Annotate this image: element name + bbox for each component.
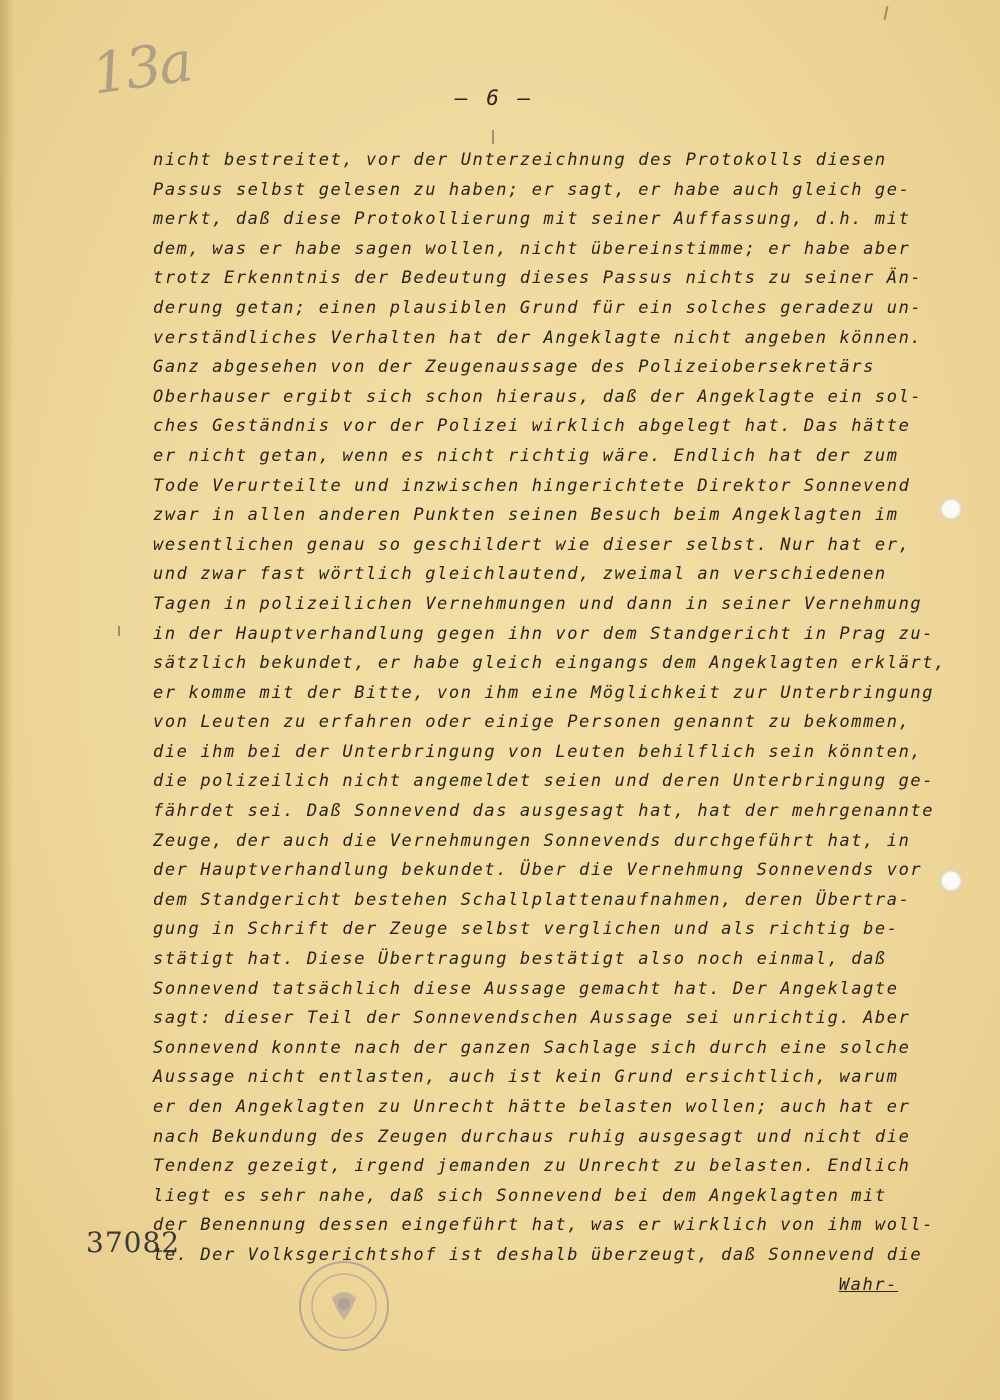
text-line: dem Standgericht bestehen Schallplattenaufnahmen, deren Übertra- [153,889,911,910]
archive-stamp [296,1258,392,1354]
text-line: er nicht getan, wenn es nicht richtig wäre. Endlich hat der zum [153,445,899,466]
text-line: nach Bekundung des Zeugen durchaus ruhig ausgesagt und nicht die [153,1126,911,1147]
text-line: dem, was er habe sagen wollen, nicht übereinstimme; er habe aber [153,238,911,259]
text-line: Tendenz gezeigt, irgend jemanden zu Unrecht zu belasten. Endlich [153,1156,911,1177]
text-line: sätzlich bekundet, er habe gleich eingangs dem Angeklagten erklärt, [153,653,946,674]
text-line: sagt: dieser Teil der Sonnevendschen Aussage sei unrichtig. Aber [153,1008,911,1029]
text-line: gung in Schrift der Zeuge selbst verglichen und als richtig be- [153,919,899,940]
text-line: Tagen in polizeilichen Vernehmungen und dann in seiner Vernehmung [153,593,923,614]
text-line: der Hauptverhandlung bekundet. Über die Vernehmung Sonnevends vor [153,860,923,881]
text-line: er komme mit der Bitte, von ihm eine Möglichkeit zur Unterbringung [153,682,935,703]
pencil-tick-mark [492,130,494,144]
pencil-tick-mark [118,626,120,636]
pencil-tick-mark [884,6,889,20]
text-line: Sonnevend tatsächlich diese Aussage gemacht hat. Der Angeklagte [153,978,899,999]
text-line: Aussage nicht entlasten, auch ist kein Grund ersichtlich, warum [153,1067,899,1088]
text-line: und zwar fast wörtlich gleichlautend, zweimal an verschiedenen [153,564,887,585]
page-number: – 6 – [455,86,534,110]
text-line: stätigt hat. Diese Übertragung bestätigt also noch einmal, daß [153,949,887,970]
text-line: von Leuten zu erfahren oder einige Personen genannt zu bekommen, [153,712,911,733]
text-line: verständliches Verhalten hat der Angeklagte nicht angeben können. [153,327,923,348]
text-line: in der Hauptverhandlung gegen ihn vor dem Standgericht in Prag zu- [153,623,935,644]
text-line: Sonnevend konnte nach der ganzen Sachlage sich durch eine solche [153,1037,911,1058]
catchword-line [153,1271,953,1301]
text-line: ches Geständnis vor der Polizei wirklich abgelegt hat. Das hätte [153,416,911,437]
archive-number: 37082 [86,1226,181,1259]
text-line: nicht bestreitet, vor der Unterzeichnung des Protokolls diesen [153,150,887,170]
text-line: derung getan; einen plausiblen Grund für ein solches geradezu un- [153,297,923,318]
text-line: merkt, daß diese Protokollierung mit seiner Auffassung, d.h. mit [153,209,911,230]
text-line: Passus selbst gelesen zu haben; er sagt, er habe auch gleich ge- [153,179,911,200]
text-line: fährdet sei. Daß Sonnevend das ausgesagt hat, hat der mehrgenannte [153,801,935,822]
text-line: liegt es sehr nahe, daß sich Sonnevend bei dem Angeklagten mit [153,1185,887,1206]
paper-edge-shadow [0,0,14,1400]
text-line: Tode Verurteilte und inzwischen hingerichtete Direktor Sonnevend [153,475,911,496]
punch-hole [940,498,962,520]
catchword: Wahr- [838,1274,898,1295]
text-line: die ihm bei der Unterbringung von Leuten behilflich sein könnten, [153,741,923,762]
typed-body-text [153,146,953,1300]
text-line: trotz Erkenntnis der Bedeutung dieses Passus nichts zu seiner Än- [153,268,923,289]
text-line: Oberhauser ergibt sich schon hieraus, daß der Angeklagte ein sol- [153,386,923,407]
text-line: er den Angeklagten zu Unrecht hätte belasten wollen; auch hat er [153,1097,911,1117]
handwritten-folio-mark: 13a [87,29,195,108]
text-line: die polizeilich nicht angemeldet seien und deren Unterbringung ge- [153,771,935,792]
text-line: der Benennung dessen eingeführt hat, was er wirklich von ihm woll- [153,1215,935,1236]
text-line: wesentlichen genau so geschildert wie dieser selbst. Nur hat er, [153,534,911,555]
text-line: zwar in allen anderen Punkten seinen Besuch beim Angeklagten im [153,505,899,526]
text-line: te. Der Volksgerichtshof ist deshalb überzeugt, daß Sonnevend die [153,1244,923,1265]
punch-hole [940,870,962,892]
text-line: Ganz abgesehen von der Zeugenaussage des Polizeiobersekretärs [153,357,875,378]
text-line: Zeuge, der auch die Vernehmungen Sonnevends durchgeführt hat, in [153,830,911,851]
